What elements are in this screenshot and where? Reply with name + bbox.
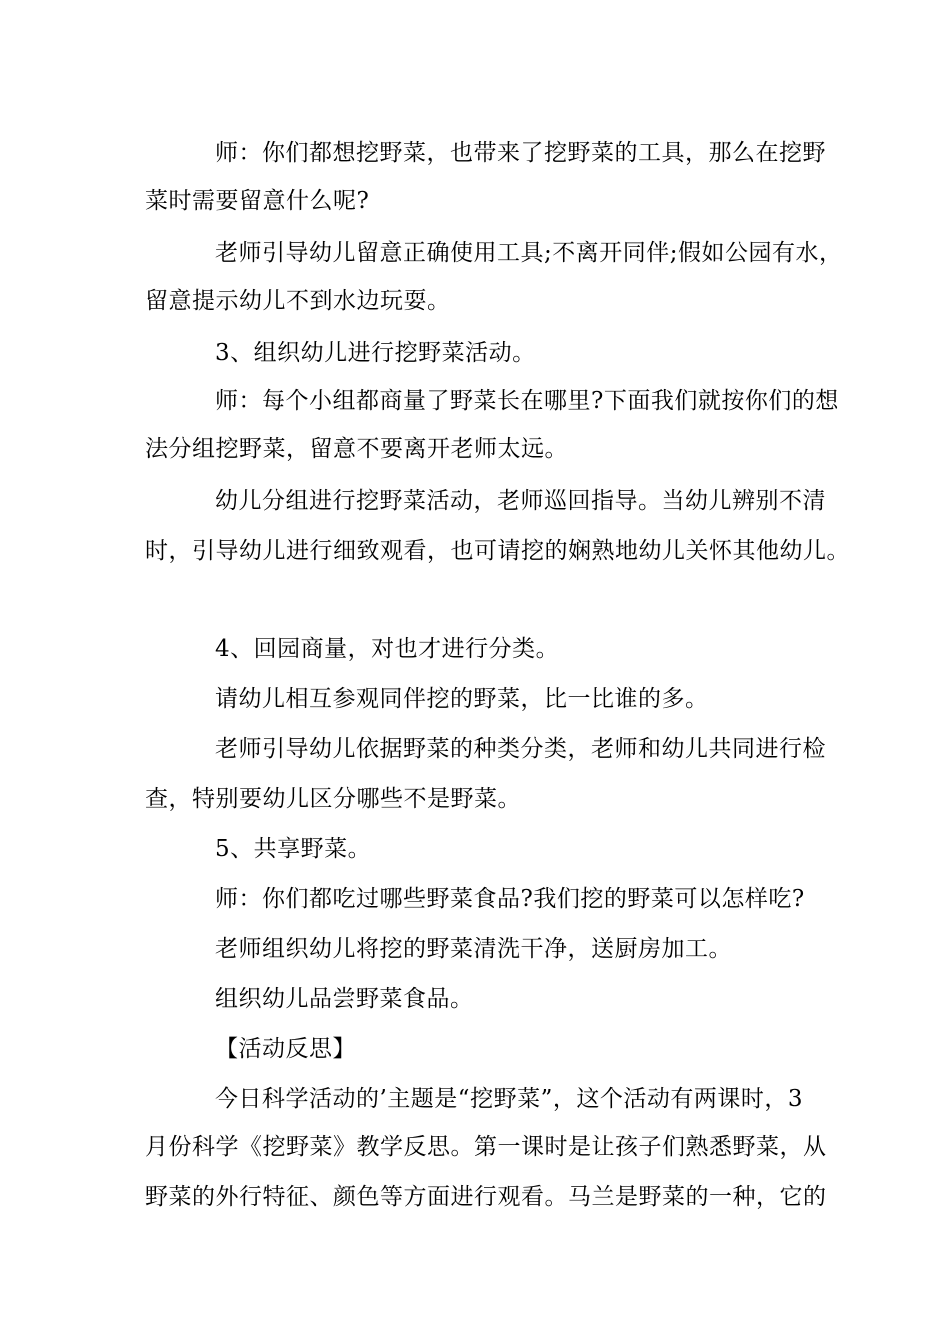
section-heading: 5、共享野菜。 <box>215 836 372 862</box>
text-line: 菜时需要留意什么呢? <box>145 188 370 214</box>
text-line: 野菜的外行特征、颜色等方面进行观看。马兰是野菜的一种，它的 <box>145 1184 827 1210</box>
text-line: 今日科学活动的’主题是“挖野菜”，这个活动有两课时，3 <box>215 1086 803 1112</box>
text-line: 老师引导幼儿依据野菜的种类分类，老师和幼儿共同进行检 <box>215 736 826 762</box>
text-line: 师：每个小组都商量了野菜长在哪里?下面我们就按你们的想 <box>215 388 839 414</box>
text-line: 时，引导幼儿进行细致观看，也可请挖的娴熟地幼儿关怀其他幼儿。 <box>145 538 850 564</box>
text-line: 师：你们都吃过哪些野菜食品?我们挖的野菜可以怎样吃? <box>215 886 805 912</box>
text-line: 老师引导幼儿留意正确使用工具;不离开同伴;假如公园有水， <box>215 240 843 266</box>
text-line: 请幼儿相互参观同伴挖的野菜，比一比谁的多。 <box>215 686 709 712</box>
text-line: 月份科学《挖野菜》教学反思。第一课时是让孩子们熟悉野菜，从 <box>145 1134 827 1160</box>
text-line: 查，特别要幼儿区分哪些不是野菜。 <box>145 786 521 812</box>
section-heading: 3、组织幼儿进行挖野菜活动。 <box>215 340 536 366</box>
text-line: 组织幼儿品尝野菜食品。 <box>215 986 474 1012</box>
section-heading: 4、回园商量，对也才进行分类。 <box>215 636 560 662</box>
text-line: 法分组挖野菜，留意不要离开老师太远。 <box>145 436 568 462</box>
text-line: 师：你们都想挖野菜，也带来了挖野菜的工具，那么在挖野 <box>215 140 826 166</box>
text-line: 幼儿分组进行挖野菜活动，老师巡回指导。当幼儿辨别不清 <box>215 488 826 514</box>
text-line: 老师组织幼儿将挖的野菜清洗干净，送厨房加工。 <box>215 936 732 962</box>
text-line: 留意提示幼儿不到水边玩耍。 <box>145 288 451 314</box>
section-heading: 【活动反思】 <box>215 1036 356 1062</box>
